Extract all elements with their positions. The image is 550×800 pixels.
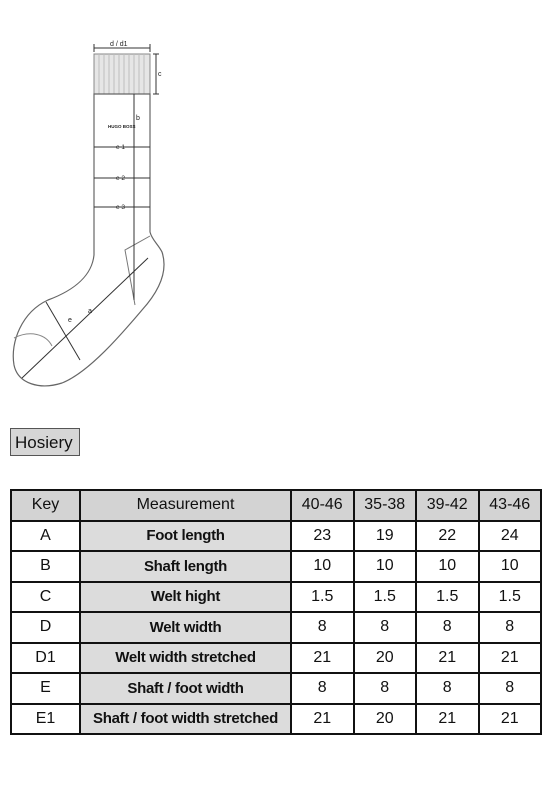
row-value: 21 bbox=[479, 704, 542, 735]
row-measurement: Welt hight bbox=[80, 582, 291, 613]
table-row bbox=[11, 582, 541, 613]
row-value: 21 bbox=[479, 643, 542, 674]
table-row bbox=[11, 643, 541, 674]
row-value: 24 bbox=[479, 521, 542, 552]
row-measurement: Shaft / foot width stretched bbox=[80, 704, 291, 735]
row-measurement: Welt width bbox=[80, 612, 291, 643]
row-value: 8 bbox=[479, 673, 542, 704]
table-row bbox=[11, 704, 541, 735]
header-size-43-46: 43-46 bbox=[479, 490, 542, 521]
header-measurement: Measurement bbox=[80, 490, 291, 521]
row-key: B bbox=[11, 551, 80, 582]
row-key: D bbox=[11, 612, 80, 643]
row-value: 8 bbox=[291, 673, 354, 704]
row-value: 10 bbox=[291, 551, 354, 582]
header-key: Key bbox=[11, 490, 80, 521]
header-size-35-38: 35-38 bbox=[354, 490, 417, 521]
row-measurement: Welt width stretched bbox=[80, 643, 291, 674]
row-value: 21 bbox=[291, 643, 354, 674]
row-value: 21 bbox=[416, 643, 479, 674]
row-value: 8 bbox=[416, 612, 479, 643]
row-key: E1 bbox=[11, 704, 80, 735]
row-value: 8 bbox=[354, 673, 417, 704]
table-row bbox=[11, 521, 541, 552]
heel-line bbox=[125, 236, 150, 305]
label-shaft-length: b bbox=[136, 115, 140, 122]
row-value: 1.5 bbox=[479, 582, 542, 613]
section-label-hosiery: Hosiery bbox=[10, 428, 80, 456]
label-brand: HUGO BOSS bbox=[108, 124, 136, 129]
label-foot-width: e bbox=[68, 317, 72, 324]
row-value: 10 bbox=[479, 551, 542, 582]
sock-outline bbox=[13, 94, 164, 386]
table-row bbox=[11, 612, 541, 643]
label-e3: e 3 bbox=[116, 204, 126, 211]
row-measurement: Shaft length bbox=[80, 551, 291, 582]
toe-line bbox=[14, 334, 52, 346]
size-table bbox=[10, 489, 542, 735]
row-key: A bbox=[11, 521, 80, 552]
label-foot-length: a bbox=[88, 308, 92, 315]
label-e2: e 2 bbox=[116, 175, 126, 182]
label-top-width: d / d1 bbox=[110, 41, 128, 48]
row-value: 20 bbox=[354, 704, 417, 735]
row-measurement: Shaft / foot width bbox=[80, 673, 291, 704]
row-value: 10 bbox=[416, 551, 479, 582]
row-value: 1.5 bbox=[291, 582, 354, 613]
row-key: E bbox=[11, 673, 80, 704]
row-measurement: Foot length bbox=[80, 521, 291, 552]
table-header-row bbox=[11, 490, 541, 521]
row-value: 8 bbox=[291, 612, 354, 643]
table-row bbox=[11, 551, 541, 582]
label-welt-height: c bbox=[158, 71, 162, 78]
row-value: 21 bbox=[291, 704, 354, 735]
row-key: C bbox=[11, 582, 80, 613]
row-value: 1.5 bbox=[416, 582, 479, 613]
sock-welt bbox=[94, 54, 150, 94]
row-value: 1.5 bbox=[354, 582, 417, 613]
row-value: 23 bbox=[291, 521, 354, 552]
header-size-39-42: 39-42 bbox=[416, 490, 479, 521]
header-size-40-46: 40-46 bbox=[291, 490, 354, 521]
label-e1: e 1 bbox=[116, 144, 126, 151]
row-value: 8 bbox=[416, 673, 479, 704]
row-value: 8 bbox=[354, 612, 417, 643]
table-row bbox=[11, 673, 541, 704]
row-value: 22 bbox=[416, 521, 479, 552]
row-value: 10 bbox=[354, 551, 417, 582]
row-value: 21 bbox=[416, 704, 479, 735]
row-value: 20 bbox=[354, 643, 417, 674]
row-value: 19 bbox=[354, 521, 417, 552]
row-value: 8 bbox=[479, 612, 542, 643]
row-key: D1 bbox=[11, 643, 80, 674]
